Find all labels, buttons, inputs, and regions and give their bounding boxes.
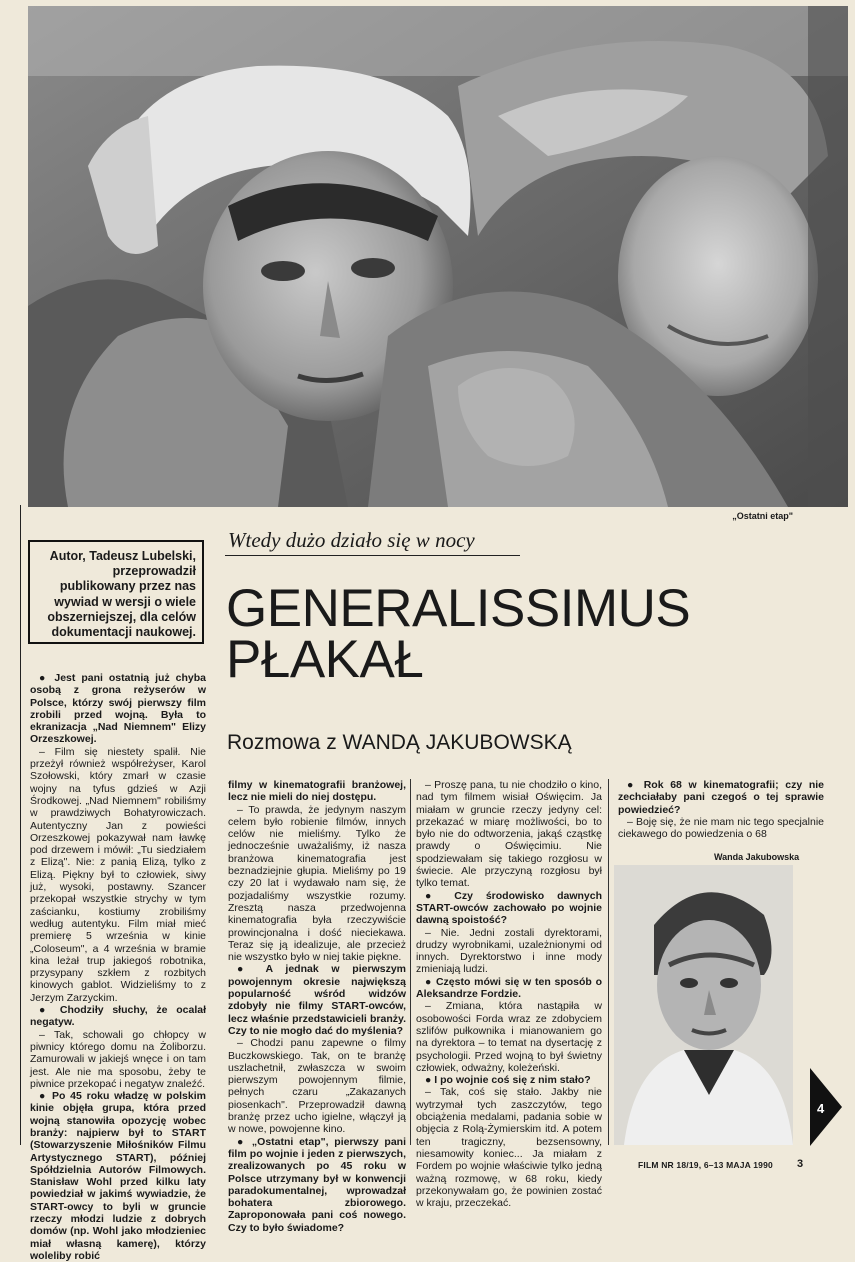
bullet-icon: ● (237, 1135, 252, 1148)
intro-box: Autor, Tadeusz Lubelski, przeprowadził publikowany przez nas wywiad w wersji o wiele obszerniejszej, dla celów dokumentacji naukowej. (28, 540, 204, 644)
column-rule (608, 779, 609, 1145)
page-number: 3 (797, 1158, 804, 1170)
title-line-2: PŁAKAŁ (226, 630, 424, 689)
question-text: Czy środowisko dawnych START-owców zachowało po wojnie dawną spoistość? (416, 889, 603, 927)
page-marker-number: 4 (817, 1101, 825, 1116)
question-text: Rok 68 w kinematografii; czy nie zechciałaby pani czegoś o tej sprawie powiedzieć? (618, 779, 824, 816)
bullet-icon: ● (237, 963, 266, 976)
bullet-icon: ● (627, 779, 644, 791)
portrait-caption: Wanda Jakubowska (714, 852, 800, 862)
answer-paragraph: – Proszę pana, tu nie chodziło o kino, nad tym filmem wisiał Oświęcim. Ja miałam w gruncie rzeczy jedyny cel: przekazać w miarę możliwości, bo to było nie do odtworzenia, jakąś cząstkę prawdy o Oświęcimiu. Nie spodziewałam się takiego rozgłosu w świecie. Ale przyczyną rozgłosu był tylko temat. (416, 779, 602, 890)
article-title (226, 579, 691, 689)
page-marker-arrow-icon (810, 1068, 842, 1146)
answer-paragraph: – Zmiana, która nastąpiła w osobowości Forda wraz ze zdobyciem szlifów pułkownika i mianowaniem go na dyrektora – to temat na dysertację z psychologii. Przed wojną to był świetny człowiek, odważny, koleżeński. (416, 1000, 602, 1074)
issue-footer: FILM NR 18/19, 6–13 MAJA 1990 (638, 1160, 773, 1170)
article-subtitle: Rozmowa z WANDĄ JAKUBOWSKĄ (227, 731, 572, 754)
bullet-icon: ● (39, 672, 55, 684)
question-text: Chodziły słuchy, że ocalał negatyw. (30, 1004, 206, 1029)
question-paragraph (30, 672, 206, 746)
article-kicker: Wtedy dużo działo się w nocy (228, 528, 475, 552)
text-column-2 (228, 779, 406, 1234)
question-paragraph (30, 1004, 206, 1029)
question-paragraph (416, 1074, 602, 1086)
question-paragraph (30, 1090, 206, 1262)
question-text: Często mówi się w ten sposób o Aleksandrze Fordzie. (416, 975, 602, 1001)
left-margin-rule (20, 505, 21, 1145)
bullet-icon: ● (425, 889, 455, 902)
text-column-1 (30, 672, 206, 1262)
question-text: Po 45 roku władzę w polskim kinie objęła grupa, która przed wojną stanowiła opozycję wobec branży: najpierw był to START (Stowarzyszenie Miłośników Filmu Artystycznego START), później Spółdzielnia Autorów Filmowych. Stanisław Wohl przed kilku laty powiedział w jakimś wywiadzie, że START-owcy to byli w gruncie rzeczy młodzi ludzie z dobrych domów (np. Wohl jako młodzieniec miał własną kamerę), którzy woleliby robić (30, 1090, 206, 1262)
answer-paragraph: – Tak, schowali go chłopcy w piwnicy którego domu na Żoliborzu. Zamurowali w jakiejś wnęce i on tam jest. Ale nie ma sposobu, żeby te piwnice przekopać i negatyw znaleźć. (30, 1028, 206, 1090)
bullet-icon: ● (425, 975, 436, 988)
kicker-underline (225, 555, 520, 556)
question-text: I po wojnie coś się z nim stało? (434, 1074, 591, 1087)
answer-paragraph: – Tak, coś się stało. Jakby nie wytrzymał tych zaszczytów, tego obciążenia medalami, padania sobie w objęcia z Rolą-Żymierskim itd. A potem ten tragiczny, bezsensowny, niesamowity koniec... Ja miałam z Fordem po wojnie właściwie tylko jedną ważną rozmowę, w 68 roku, kiedy przekonywałam go, że powinien zostać w kraju, przeczekać. (416, 1086, 602, 1210)
question-paragraph (228, 1136, 406, 1234)
film-still-photo (28, 6, 848, 507)
bullet-icon: ● (39, 1090, 52, 1103)
answer-paragraph: – Chodzi panu zapewne o filmy Buczkowskiego. Tak, on te branżę uszlachetnił, zwłaszcza w swoim pierwszym powojennym filmie, pełnych czaru „Zakazanych piosenkach". Przeprowadził dawną branżę przez ucho igielne, włączył ją w nowe, powojenne kino. (228, 1037, 406, 1136)
question-paragraph (228, 963, 406, 1037)
text-column-4 (618, 779, 824, 854)
film-still-illustration (28, 6, 848, 507)
question-paragraph (416, 890, 602, 927)
bullet-icon: ● (425, 1074, 435, 1087)
answer-paragraph: – Film się niestety spalił. Nie przeżył również współreżyser, Karol Szołowski, który zmarł w czasie wojny na tyfus gdzieś w Azji Środkowej. „Nad Niemnem" robiliśmy w prawdziwych Bohatyrowiczach. Autentyczny Jan z powieści Orzeszkowej pokazywał nam ławkę pod drzewem i mówił: „Tu siedziałem z Elizą". Nie: z panią Elizą, tylko z Elizą. Piękny był to człowiek, siwy już, wysoki, postawny. Szancer przekopał wszystkie strychy w tym zaścianku, kostiumy zrobiliśmy według autentyku. Film miał mieć premierę 5 września w kinie „Coloseum", a 4 września w bramie kina leżał trup jakiegoś robotnika, przysypany szkłem z rozbitych kinowych gablot. Widzieliśmy to z Jerzym Zarzyckim. (30, 745, 206, 1004)
question-text: Jest pani ostatnią już chyba osobą z grona reżyserów w Polsce, którzy swój pierwszy film zrobili przed wojną. Była to ekranizacja „Nad Niemnem" Elizy Orzeszkowej. (30, 672, 206, 746)
answer-paragraph: – Boję się, że nie mam nic tego specjalnie ciekawego do powiedzenia o 68 (618, 815, 824, 841)
question-continuation: filmy w kinematografii branżowej, lecz nie mieli do niej dostępu. (228, 779, 406, 804)
photo-caption: „Ostatni etap" (732, 511, 793, 521)
question-text: „Ostatni etap", pierwszy pani film po wojnie i jeden z pierwszych, zrealizowanych po 45 roku w Polsce utrzymany był w konwencji paradokumentalnej, wprowadzał bohatera zbiorowego. Zaproponowała pani coś nowego. Czy to było świadome? (228, 1135, 406, 1234)
portrait-illustration (614, 865, 793, 1145)
question-text: A jednak w pierwszym powojennym okresie największą popularność wśród widzów zdobyły nie filmy START-owców, lecz właśnie przedstawicieli branży. Czy to nie mogło dać do myślenia? (228, 963, 406, 1037)
question-paragraph (618, 779, 824, 816)
answer-paragraph: – To prawda, że jedynym naszym celem było robienie filmów, innych celów nie mieliśmy. Tylko że jednocześnie uważaliśmy, iż nasza branżowa kinematografia jest beznadziejnie głupia. Mieliśmy po 19 czy 20 lat i wydawało nam się, że pozjadaliśmy wszystkie rozumy. Zresztą nasza przedwojenna kinematografia była rzeczywiście prowincjonalna i dość nieciekawa. Teraz się ją idealizuje, ale przecież nie wszystko było w niej takie piękne. (228, 803, 406, 964)
column-rule (410, 779, 411, 1145)
portrait-photo (614, 865, 793, 1145)
question-paragraph (416, 976, 602, 1001)
title-line-1: GENERALISSIMUS (226, 579, 691, 638)
bullet-icon: ● (39, 1004, 60, 1017)
answer-paragraph: – Nie. Jedni zostali dyrektorami, drudzy wyrobnikami, uzależnionymi od innych. Dyrektorstwo i inne mody zmieniają ludzi. (416, 926, 602, 976)
text-column-3 (416, 779, 603, 1210)
